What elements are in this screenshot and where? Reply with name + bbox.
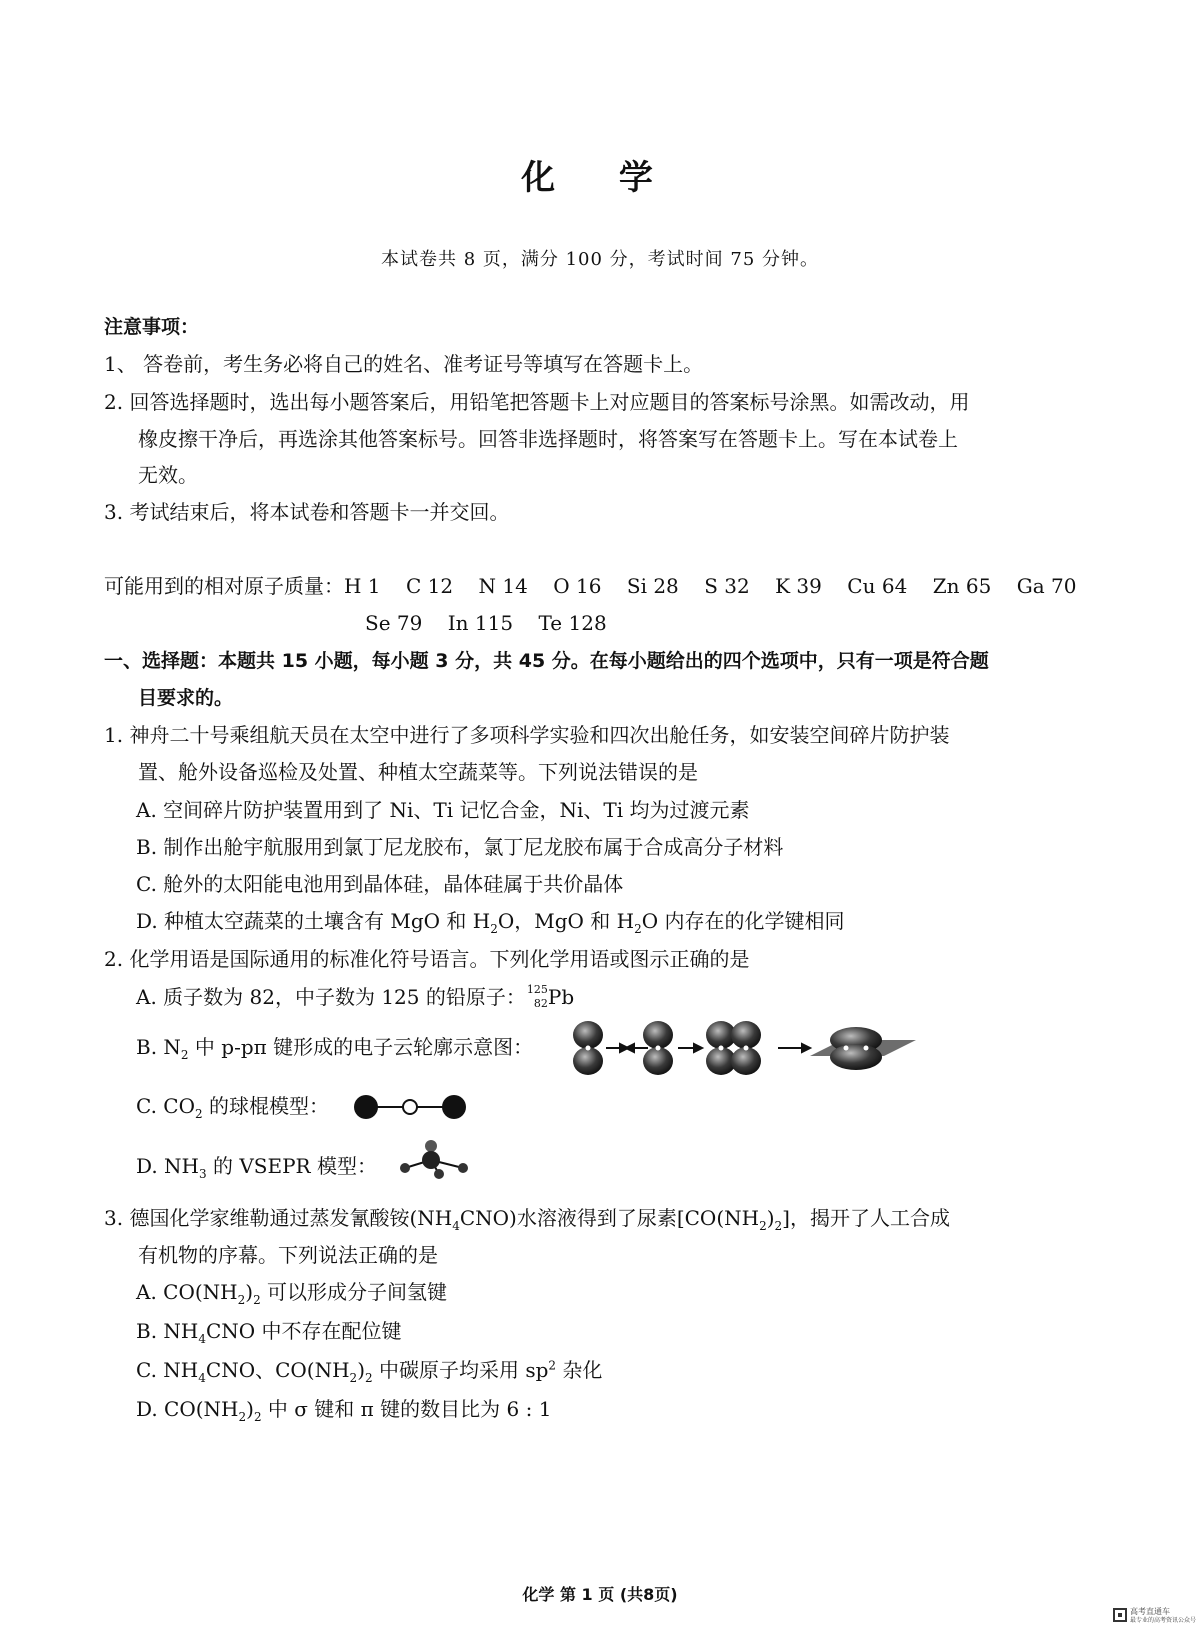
nitrogen-atom-icon [422,1151,440,1169]
oxygen-atom-icon [354,1095,378,1119]
notice-item-2-cont2: 无效。 [138,463,198,487]
q3-option-a [136,1279,447,1305]
q3-stem-sub-1: 4 [452,1219,460,1233]
q3-option-c [136,1357,602,1383]
q2-a-atomic-number: 82 [533,997,548,1010]
q2-b-orbital-diagram [566,1018,916,1078]
q3-b-text-2: CNO 中不存在配位键 [206,1319,402,1343]
watermark-line-2: 最专业的高考资讯公众号 [1130,1617,1197,1624]
q2-c-sub: 2 [195,1107,203,1121]
section-heading-cont: 目要求的。 [138,687,234,709]
q3-c-sup: 2 [548,1358,557,1373]
q3-c-text-1: C. NH [136,1358,199,1382]
q3-stem-sub-2: 2 [759,1219,767,1233]
notice-item-1: 1、 答卷前，考生务必将自己的姓名、准考证号等填写在答题卡上。 [104,352,704,376]
hydrogen-atom-icon [458,1163,468,1173]
q3-stem-text-2: CNO)水溶液得到了尿素[CO(NH [459,1206,760,1230]
q3-d-sub-1: 2 [238,1410,247,1424]
notice-item-2: 2. 回答选择题时，选出每小题答案后，用铅笔把答题卡上对应题目的答案标号涂黑。如需改动，用 [104,390,970,414]
arrow-right-icon [678,1044,702,1052]
q2-d-sub: 3 [198,1167,207,1181]
p-orbital-overlap-icon [706,1021,761,1075]
page-footer: 化学 第 1 页 (共8页) [522,1585,678,1604]
q3-b-sub: 4 [198,1332,206,1346]
q2-option-a [136,984,574,1010]
q3-c-text-2: CNO、CO(NH [205,1358,350,1382]
q1-option-a: A. 空间碎片防护装置用到了 Ni、Ti 记忆合金，Ni、Ti 均为过渡元素 [136,798,750,822]
q3-option-d [136,1396,551,1422]
hydrogen-atom-icon [434,1169,444,1179]
pi-bond-cloud-icon [810,1027,916,1070]
atomic-mass-values-1: H 1 C 12 N 14 O 16 Si 28 S 32 K 39 Cu 64 Zn 65 Ga 70 [344,574,1077,598]
q3-c-sub-3: 2 [365,1371,373,1385]
q2-b-text-1: B. N [136,1035,181,1059]
q1-option-b: B. 制作出舱宇航服用到氯丁尼龙胶布，氯丁尼龙胶布属于合成高分子材料 [136,835,784,859]
q2-b-text-2: 中 p-pπ 键形成的电子云轮廓示意图： [188,1035,534,1059]
q1-stem-cont: 置、舱外设备巡检及处置、种植太空蔬菜等。下列说法错误的是 [138,760,698,784]
q2-option-c [136,1093,329,1119]
q3-b-text-1: B. NH [136,1319,199,1343]
q2-a-mass-number: 125 [526,983,548,996]
atomic-mass-label: 可能用到的相对原子质量： [104,574,344,598]
p-orbital-left-icon [573,1021,603,1075]
q3-stem-sub-3: 2 [774,1219,783,1233]
page-title: 化 学 [521,158,679,198]
q2-d-text-1: D. NH [136,1154,199,1178]
q3-c-text-4: 中碳原子均采用 sp [372,1358,549,1382]
q3-a-sub-1: 2 [237,1293,246,1307]
q3-d-sub-2: 2 [253,1410,262,1424]
q1-d-sub-1: 2 [490,922,498,936]
q1-stem: 1. 神舟二十号乘组航天员在太空中进行了多项科学实验和四次出舱任务，如安装空间碎片防护装 [104,723,950,747]
q3-stem-text-3: ) [766,1206,775,1230]
q1-d-text-1: D. 种植太空蔬菜的土壤含有 MgO 和 H [136,909,491,933]
q2-c-text-2: 的球棍模型： [202,1094,330,1118]
q2-a-symbol: Pb [547,985,575,1009]
q3-stem-cont: 有机物的序幕。下列说法正确的是 [138,1243,438,1267]
q3-a-text-3: 可以形成分子间氢键 [260,1280,448,1304]
q2-d-text-2: 的 VSEPR 模型： [206,1154,377,1178]
exam-info: 本试卷共 8 页，满分 100 分，考试时间 75 分钟。 [380,249,820,270]
q3-stem [104,1205,950,1231]
q2-option-d [136,1153,377,1179]
q3-d-text-1: D. CO(NH [136,1397,239,1421]
q1-d-text-2: O，MgO 和 H [497,909,635,933]
section-heading: 一、选择题：本题共 15 小题，每小题 3 分，共 45 分。在每小题给出的四个选项中，只有一项是符合题 [104,650,989,672]
q3-c-text-5: 杂化 [556,1358,603,1382]
q3-a-sub-2: 2 [253,1293,261,1307]
q3-c-text-3: ) [357,1358,365,1382]
qr-code-icon [1113,1608,1127,1622]
arrow-left-icon [626,1044,648,1052]
notice-heading: 注意事项： [104,316,200,338]
arrow-right-icon [778,1044,810,1052]
q2-c-text-1: C. CO [136,1094,196,1118]
q2-b-sub: 2 [180,1048,189,1062]
q3-c-sub-1: 4 [198,1371,206,1385]
q3-stem-text-4: ]，揭开了人工合成 [782,1206,950,1230]
q1-option-d [136,908,845,934]
q1-d-text-3: O 内存在的化学键相同 [641,909,845,933]
q2-a-isotope [526,984,548,1010]
q1-option-c: C. 舱外的太阳能电池用到晶体硅，晶体硅属于共价晶体 [136,872,624,896]
watermark-logo [1130,1607,1196,1625]
q3-a-text-1: A. CO(NH [136,1280,238,1304]
oxygen-atom-icon [442,1095,466,1119]
q1-d-sub-2: 2 [634,922,642,936]
q3-stem-text-1: 3. 德国化学家维勒通过蒸发氰酸铵(NH [104,1206,453,1230]
notice-item-3: 3. 考试结束后，将本试卷和答题卡一并交回。 [104,500,510,524]
q2-stem: 2. 化学用语是国际通用的标准化符号语言。下列化学用语或图示正确的是 [104,947,750,971]
notice-item-2-cont: 橡皮擦干净后，再选涂其他答案标号。回答非选择题时，将答案写在答题卡上。写在本试卷上 [138,427,958,451]
q2-d-vsepr-model [395,1138,475,1180]
q2-c-ball-stick-model [352,1092,468,1122]
atomic-mass-values-2: Se 79 In 115 Te 128 [365,611,607,635]
lone-pair-icon [425,1140,437,1152]
carbon-atom-icon [403,1100,417,1114]
hydrogen-atom-icon [400,1163,410,1173]
atomic-mass-line-1 [104,573,1076,599]
q3-d-text-2: ) [246,1397,254,1421]
q3-option-b [136,1318,402,1344]
q3-c-sub-2: 2 [349,1371,358,1385]
watermark-line-1: 高考直通车 [1130,1607,1170,1616]
q3-d-text-3: 中 σ 键和 π 键的数目比为 6 : 1 [261,1397,552,1421]
q2-option-b [136,1034,533,1060]
q3-a-text-2: ) [245,1280,254,1304]
q2-a-text: A. 质子数为 82，中子数为 125 的铅原子： [136,985,526,1009]
